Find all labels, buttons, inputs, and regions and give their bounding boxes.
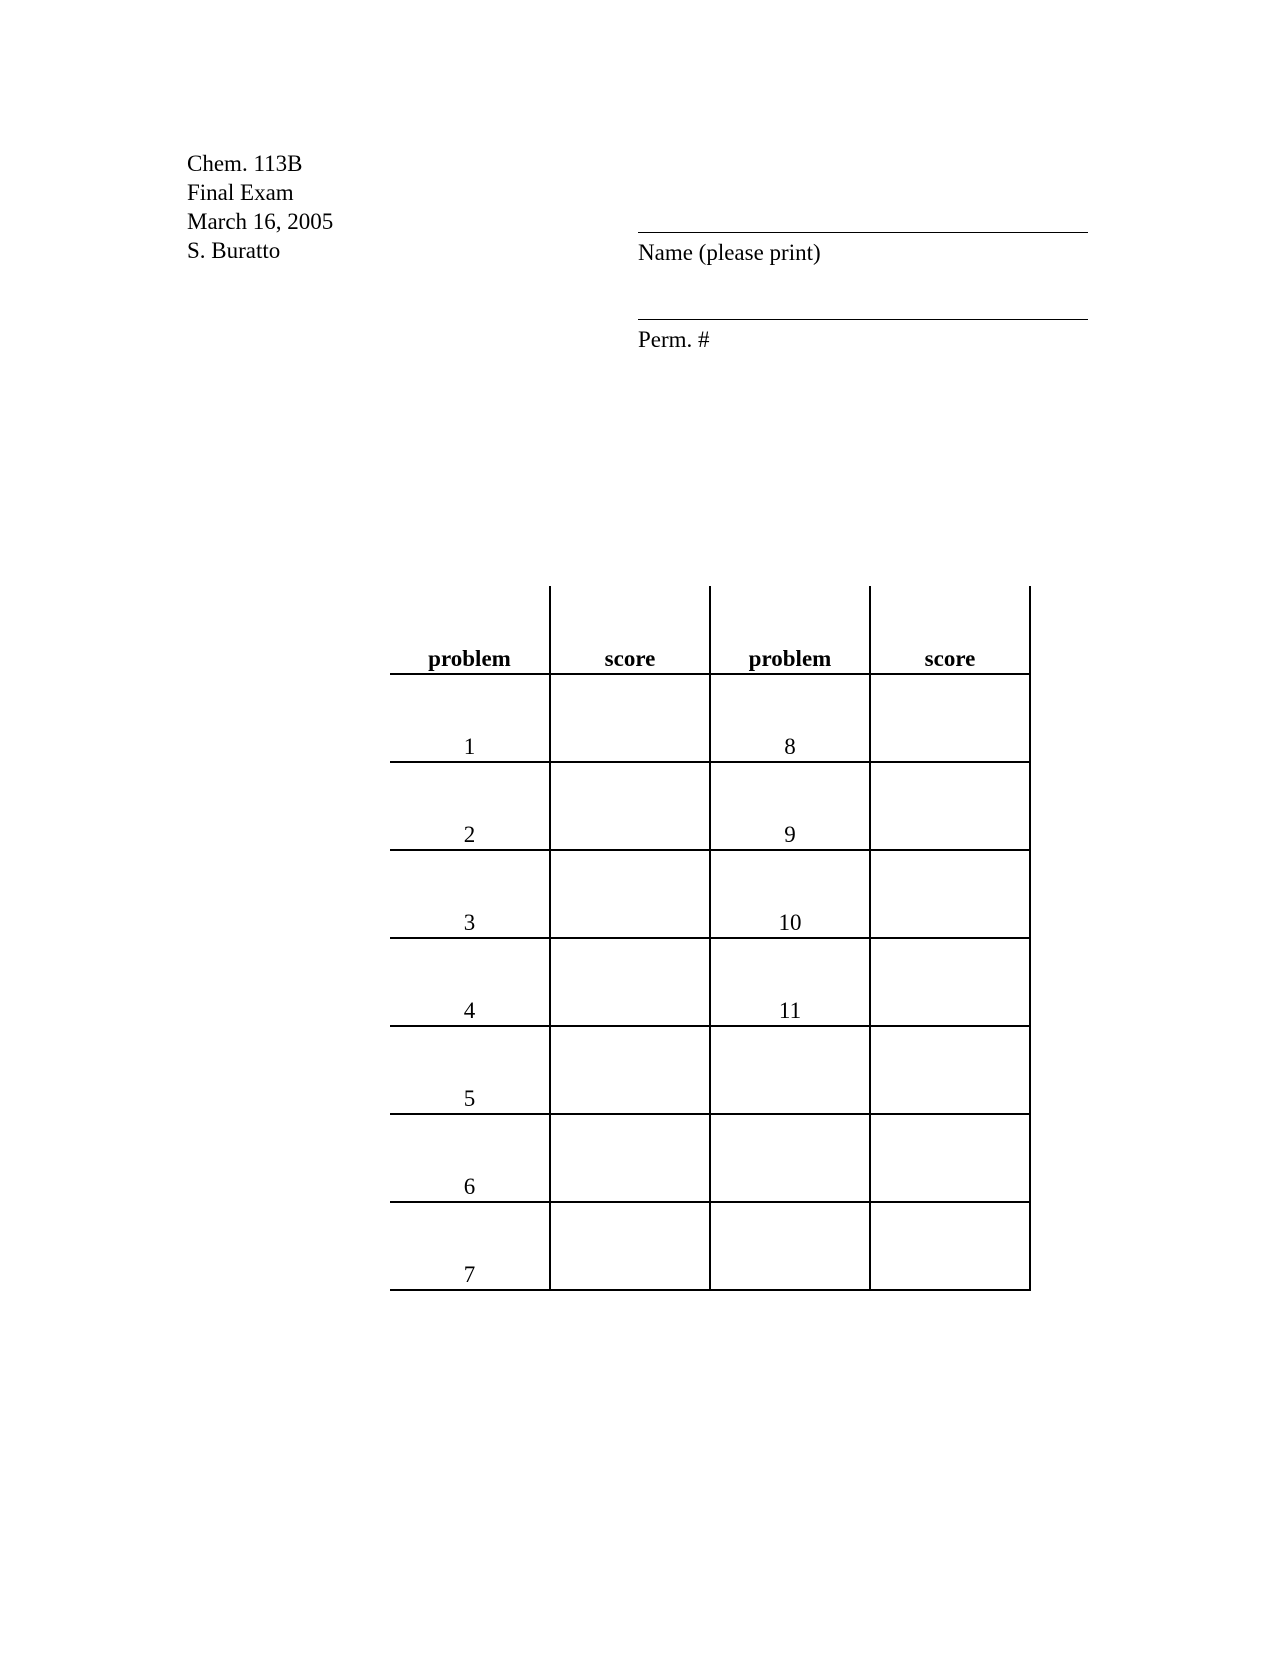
table-row (390, 762, 1030, 850)
score-cell[interactable] (870, 762, 1030, 850)
header-score-1: score (550, 586, 710, 674)
score-cell[interactable] (870, 938, 1030, 1026)
problem-number-cell: 2 (390, 762, 550, 850)
course-title: Chem. 113B (187, 151, 303, 176)
score-cell[interactable] (550, 850, 710, 938)
table-row (390, 1114, 1030, 1202)
score-cell[interactable] (550, 1114, 710, 1202)
table-row (390, 1202, 1030, 1290)
exam-date: March 16, 2005 (187, 209, 334, 234)
problem-number-cell: 6 (390, 1114, 550, 1202)
problem-number-cell (710, 1202, 870, 1290)
score-cell[interactable] (870, 1026, 1030, 1114)
score-cell[interactable] (550, 674, 710, 762)
problem-number-cell: 4 (390, 938, 550, 1026)
problem-number-cell (710, 1026, 870, 1114)
header-problem-1: problem (390, 586, 550, 674)
problem-number-cell: 3 (390, 850, 550, 938)
problem-number-cell: 9 (710, 762, 870, 850)
score-cell[interactable] (870, 850, 1030, 938)
score-cell[interactable] (550, 762, 710, 850)
score-cell[interactable] (870, 1114, 1030, 1202)
score-cell[interactable] (870, 674, 1030, 762)
score-cell[interactable] (870, 1202, 1030, 1290)
problem-number-cell: 5 (390, 1026, 550, 1114)
name-field-label: Name (please print) (638, 240, 821, 265)
header-problem-2: problem (710, 586, 870, 674)
table-row (390, 850, 1030, 938)
problem-number-cell: 10 (710, 850, 870, 938)
score-table-header-row (390, 586, 1030, 674)
perm-field-label: Perm. # (638, 327, 710, 352)
name-field-line[interactable] (638, 232, 1088, 233)
table-row (390, 938, 1030, 1026)
exam-title: Final Exam (187, 180, 294, 205)
table-row (390, 674, 1030, 762)
problem-number-cell: 1 (390, 674, 550, 762)
score-cell[interactable] (550, 1202, 710, 1290)
perm-field-line[interactable] (638, 319, 1088, 320)
score-cell[interactable] (550, 938, 710, 1026)
problem-number-cell: 8 (710, 674, 870, 762)
problem-number-cell: 11 (710, 938, 870, 1026)
problem-number-cell (710, 1114, 870, 1202)
exam-header (187, 149, 333, 265)
score-cell[interactable] (550, 1026, 710, 1114)
header-score-2: score (870, 586, 1030, 674)
score-table (390, 586, 1031, 1291)
table-row (390, 1026, 1030, 1114)
problem-number-cell: 7 (390, 1202, 550, 1290)
instructor-name: S. Buratto (187, 238, 281, 263)
